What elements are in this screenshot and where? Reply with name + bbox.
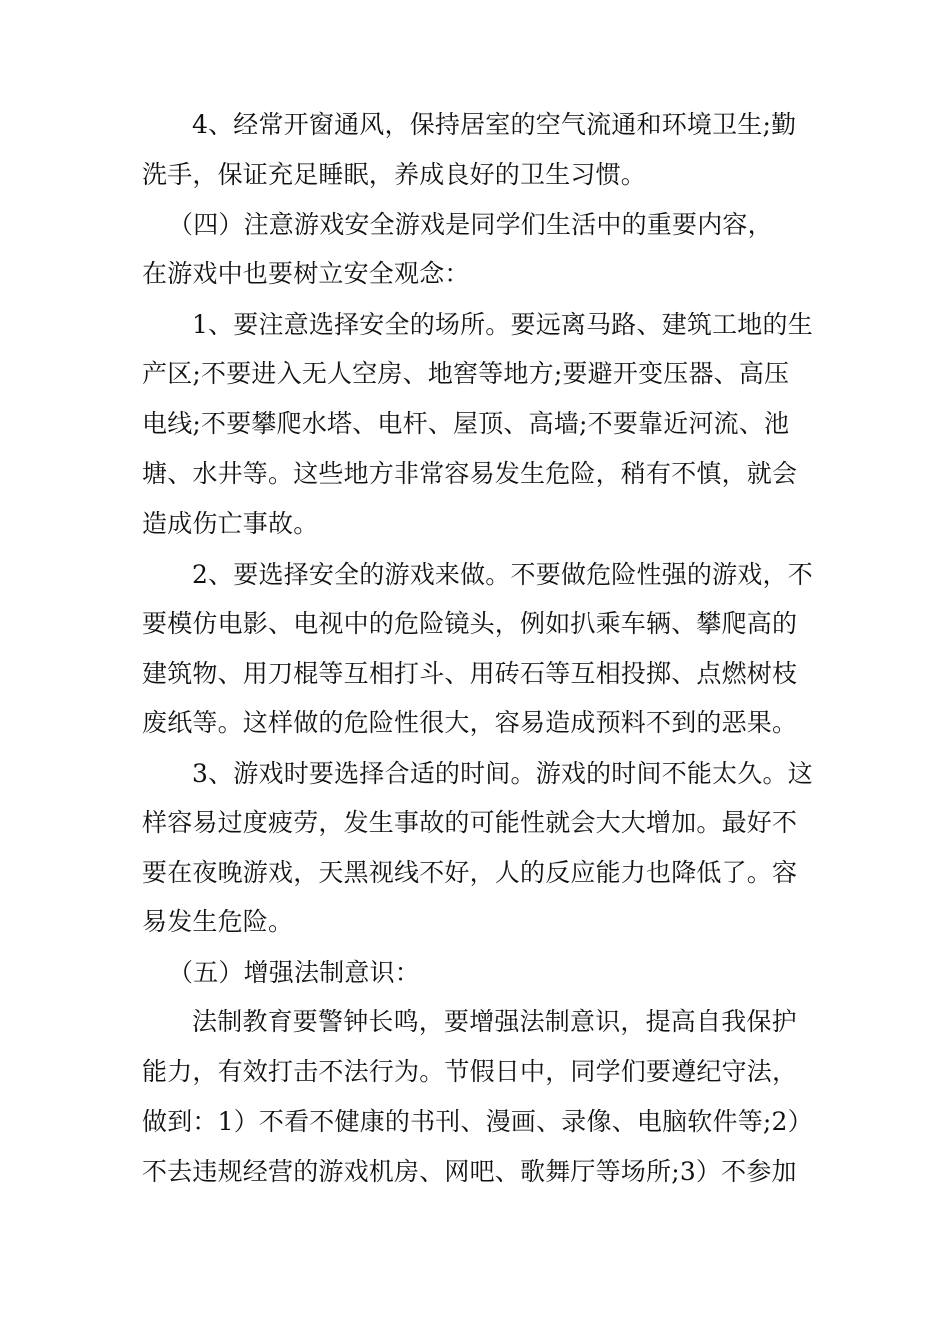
text-line: 样容易过度疲劳，发生事故的可能性就会大大增加。最好不 — [142, 808, 798, 837]
text-line: 洗手，保证充足睡眠，养成良好的卫生习惯。 — [142, 160, 647, 189]
text-line: 4、经常开窗通风，保持居室的空气流通和环境卫生;勤 — [192, 110, 797, 139]
text-line: 建筑物、用刀棍等互相打斗、用砖石等互相投掷、点燃树枝 — [142, 659, 798, 688]
text-line: 在游戏中也要树立安全观念： — [142, 259, 470, 288]
text-line: 做到：1）不看不健康的书刊、漫画、录像、电脑软件等;2） — [142, 1107, 813, 1136]
text-line: 易发生危险。 — [142, 907, 294, 936]
text-line: 法制教育要警钟长鸣，要增强法制意识，提高自我保护 — [192, 1007, 797, 1036]
section-heading: （四）注意游戏安全游戏是同学们生活中的重要内容， — [168, 210, 773, 239]
text-line: 产区;不要进入无人空房、地窖等地方;要避开变压器、高压 — [142, 359, 790, 388]
text-line: 不去违规经营的游戏机房、网吧、歌舞厅等场所;3）不参加 — [142, 1157, 797, 1186]
text-line: 塘、水井等。这些地方非常容易发生危险，稍有不慎，就会 — [142, 459, 798, 488]
text-line: 造成伤亡事故。 — [142, 509, 319, 538]
text-line: 电线;不要攀爬水塔、电杆、屋顶、高墙;不要靠近河流、池 — [142, 409, 790, 438]
section-heading: （五）增强法制意识： — [168, 958, 421, 987]
text-line: 要在夜晚游戏，天黑视线不好，人的反应能力也降低了。容 — [142, 858, 798, 887]
text-line: 2、要选择安全的游戏来做。不要做危险性强的游戏，不 — [192, 560, 813, 589]
text-line: 1、要注意选择安全的场所。要远离马路、建筑工地的生 — [192, 310, 813, 339]
text-line: 废纸等。这样做的危险性很大，容易造成预料不到的恶果。 — [142, 708, 798, 737]
text-line: 要模仿电影、电视中的危险镜头，例如扒乘车辆、攀爬高的 — [142, 609, 798, 638]
text-line: 能力，有效打击不法行为。节假日中，同学们要遵纪守法， — [142, 1057, 798, 1086]
text-line: 3、游戏时要选择合适的时间。游戏的时间不能太久。这 — [192, 759, 813, 788]
